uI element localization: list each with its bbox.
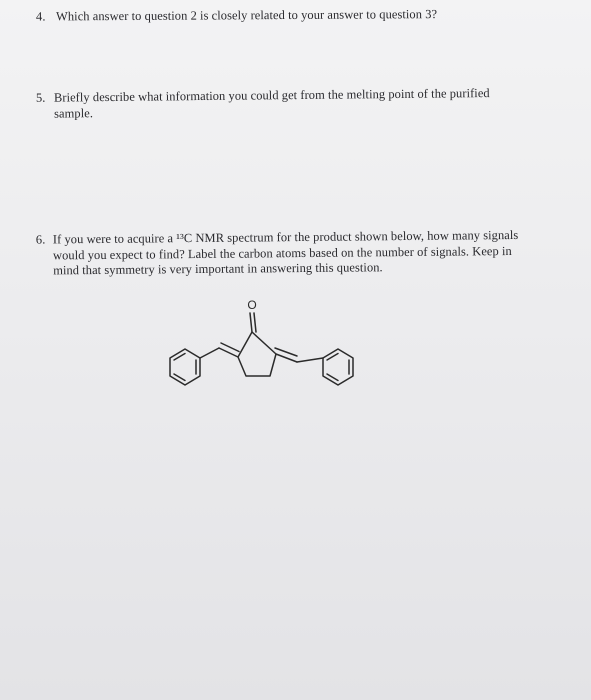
question-number: 5.	[35, 90, 46, 105]
vinyl-bond	[200, 348, 219, 358]
vinyl-bond	[297, 358, 323, 362]
question-text: Which answer to question 2 is closely related to your answer to question 3?	[55, 7, 438, 24]
question-text: If you were to acquire a ¹³C NMR spectrum for the product shown below, how many signals would you expect to find? Label the carbon atoms based on the number of signals. Keep in mind that symmetry is very important in answering this question.	[52, 227, 519, 278]
question-number: 4.	[35, 9, 46, 24]
dibenzylidene-cyclopentanone-structure	[160, 296, 400, 396]
oxygen-label: O	[247, 298, 257, 312]
carbonyl-bond	[250, 313, 252, 332]
question-text: Briefly describe what information you could get from the melting point of the purified sample.	[53, 86, 490, 121]
question-4	[36, 6, 536, 25]
question-number: 6.	[35, 232, 46, 247]
carbonyl-bond	[254, 313, 256, 332]
cyclopentanone-ring	[238, 332, 276, 376]
question-6	[36, 227, 571, 279]
question-5	[36, 85, 566, 122]
